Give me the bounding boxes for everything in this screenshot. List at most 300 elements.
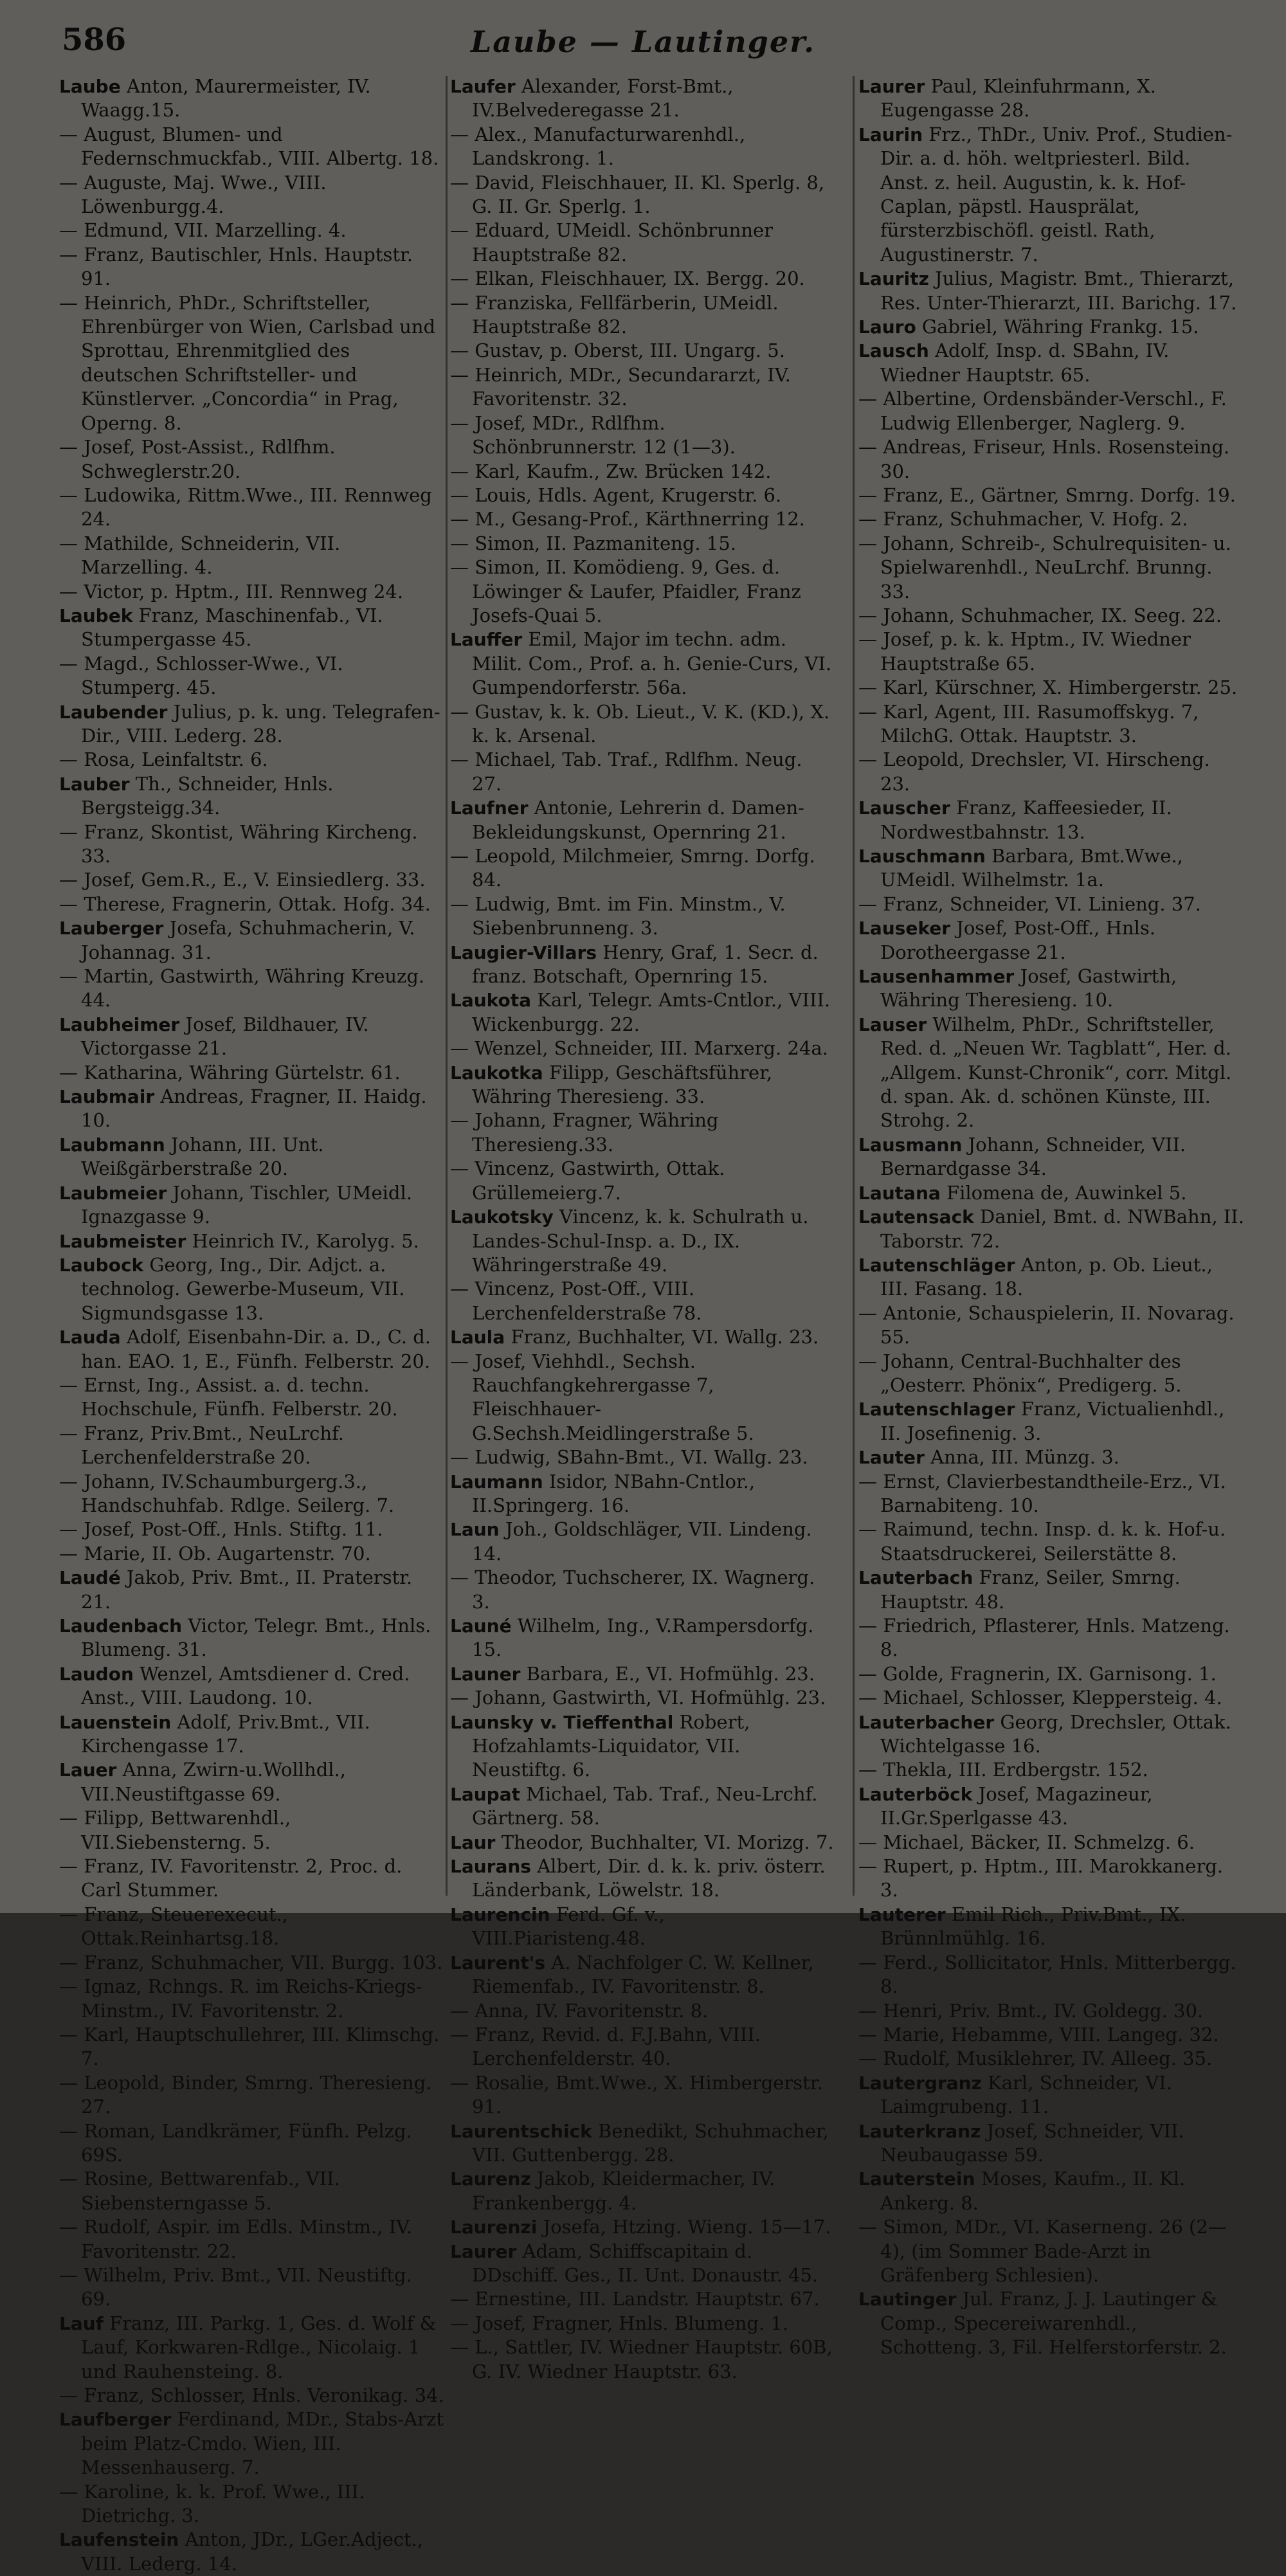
entry-text: Th., Schneider, Hnls. Bergsteigg.34. <box>81 772 334 819</box>
entry-text: — Rupert, p. Hptm., III. Marokkanerg. 3. <box>858 1855 1224 1901</box>
directory-entry <box>59 868 445 892</box>
entry-text: — Franz, Steuerexecut., Ottak.Reinhartsg.18. <box>59 1903 288 1950</box>
entry-text: — Heinrich, MDr., Secundararzt, IV. Favoritenstr. 32. <box>450 363 791 410</box>
directory-entry <box>450 171 836 219</box>
directory-entry <box>450 796 836 844</box>
directory-entry <box>450 1903 836 1951</box>
entry-text: — Josef, p. k. k. Hptm., IV. Wiedner Hauptstraße 65. <box>858 628 1191 675</box>
entry-surname: Laubmeister <box>59 1230 186 1252</box>
entry-text: — Edmund, VII. Marzelling. 4. <box>59 219 347 242</box>
entry-text: — Andreas, Friseur, Hnls. Rosensteing. 30. <box>858 436 1230 482</box>
directory-entry <box>858 1999 1244 2023</box>
directory-entry <box>858 628 1244 676</box>
entry-text: Barbara, E., VI. Hofmühlg. 23. <box>520 1662 815 1685</box>
entry-text: Gabriel, Währing Frankg. 15. <box>916 316 1199 338</box>
directory-entry <box>450 941 836 989</box>
entry-surname: Laur <box>450 1831 496 1853</box>
entry-text: Anna, III. Münzg. 3. <box>924 1446 1119 1469</box>
entry-text: — Marie, II. Ob. Augartenstr. 70. <box>59 1542 371 1565</box>
entry-text: — Franz, IV. Favoritenstr. 2, Proc. d. Carl Stummer. <box>59 1855 403 1901</box>
directory-entry <box>59 1662 445 1710</box>
directory-entry <box>450 1205 836 1277</box>
directory-entry <box>59 1325 445 1374</box>
entry-text: — Henri, Priv. Bmt., IV. Goldegg. 30. <box>858 1999 1204 2022</box>
directory-entry <box>450 2119 836 2168</box>
entry-text: — Simon, II. Komödieng. 9, Ges. d. Löwinger & Laufer, Pfaidler, Franz Josefs-Quai 5. <box>450 556 801 626</box>
entry-text: — Franz, Schneider, VI. Linieng. 37. <box>858 893 1201 915</box>
entry-text: Ferdinand, MDr., Stabs-Arzt beim Platz-Cmdo. Wien, III. Messenhauserg. 7. <box>81 2408 444 2479</box>
entry-surname: Laurer <box>858 76 925 97</box>
entry-text: — Roman, Landkrämer, Fünfh. Pelzg. 69S. <box>59 2119 412 2166</box>
directory-entry <box>858 2071 1244 2119</box>
directory-entry <box>450 2312 836 2336</box>
entry-text: Josef, Magazineur, II.Gr.Sperlgasse 43. <box>880 1782 1153 1829</box>
entry-text: — Marie, Hebamme, VIII. Langeg. 32. <box>858 2023 1219 2045</box>
entry-surname: Lautana <box>858 1182 941 1204</box>
entry-text: — Franziska, Fellfärberin, UMeidl. Hauptstraße 82. <box>450 291 779 338</box>
directory-entry <box>450 1518 836 1566</box>
entry-surname: Laula <box>450 1327 505 1348</box>
directory-entry <box>858 1205 1244 1253</box>
directory-entry <box>59 1710 445 1759</box>
entry-text: Anton, p. Ob. Lieut., III. Fasang. 18. <box>880 1253 1213 1300</box>
directory-entry <box>450 75 836 123</box>
entry-text: — Rudolf, Musiklehrer, IV. Alleeg. 35. <box>858 2047 1213 2070</box>
entry-surname: Lautergranz <box>858 2072 982 2094</box>
entry-text: — Karl, Kaufm., Zw. Brücken 142. <box>450 460 772 482</box>
entry-text: — Ernst, Clavierbestandtheile-Erz., VI. Barnabiteng. 10. <box>858 1470 1226 1516</box>
directory-entry <box>858 965 1244 1013</box>
entry-surname: Lauf <box>59 2312 104 2334</box>
entry-surname: Lauterbacher <box>858 1711 995 1733</box>
directory-entry <box>59 580 445 604</box>
entry-text: — Simon, II. Pazmaniteng. 15. <box>450 532 736 554</box>
entry-text: Georg, Drechsler, Ottak. Wichtelgasse 16. <box>880 1710 1231 1757</box>
directory-entry <box>450 1037 836 1060</box>
entry-text: Henry, Graf, 1. Secr. d. franz. Botschaft, Opernring 15. <box>472 941 819 988</box>
directory-entry <box>858 532 1244 604</box>
entry-text: — Friedrich, Pflasterer, Hnls. Matzeng. 8. <box>858 1615 1230 1661</box>
entry-text: Joh., Goldschläger, VII. Lindeng. 14. <box>472 1518 812 1565</box>
directory-entry <box>59 1614 445 1662</box>
entry-text: — Simon, MDr., VI. Kaserneng. 26 (2—4), (im Sommer Bade-Arzt in Gräfenberg Schlesien). <box>858 2216 1227 2286</box>
directory-entry <box>59 1422 445 1470</box>
entry-text: — Michael, Bäcker, II. Schmelzg. 6. <box>858 1831 1195 1853</box>
directory-entry <box>450 1855 836 1903</box>
entry-surname: Laudenbach <box>59 1615 183 1637</box>
directory-entry <box>858 1686 1244 1710</box>
entry-surname: Lauda <box>59 1327 121 1348</box>
entry-surname: Laun <box>450 1519 500 1541</box>
entry-surname: Laubheimer <box>59 1013 180 1035</box>
entry-text: Filipp, Geschäftsführer, Währing Theresieng. 33. <box>472 1061 773 1108</box>
directory-entry <box>450 2071 836 2119</box>
entry-text: — Franz, Bautischler, Hnls. Hauptstr. 91. <box>59 243 413 290</box>
entry-text: — Franz, Schlosser, Hnls. Veronikag. 34. <box>59 2384 444 2406</box>
directory-entry <box>59 772 445 821</box>
entry-text: Adolf, Priv.Bmt., VII. Kirchengasse 17. <box>81 1710 370 1757</box>
entry-surname: Laupat <box>450 1783 520 1805</box>
entry-text: — Rosalie, Bmt.Wwe., X. Himbergerstr. 91. <box>450 2071 823 2118</box>
entry-surname: Lauter <box>858 1447 925 1469</box>
entry-surname: Laurenz <box>450 2168 531 2190</box>
entry-text: — Franz, Skontist, Währing Kircheng. 33. <box>59 821 418 867</box>
entry-text: — Leopold, Drechsler, VI. Hirscheng. 23. <box>858 748 1210 795</box>
directory-entry <box>450 556 836 628</box>
entry-surname: Lauser <box>858 1013 927 1035</box>
entry-surname: Laubmair <box>59 1086 155 1108</box>
directory-entry <box>59 532 445 580</box>
directory-entry <box>858 1951 1244 1999</box>
directory-entry <box>858 1253 1244 1302</box>
directory-entry <box>59 123 445 171</box>
entry-surname: Lausenhammer <box>858 966 1015 988</box>
entry-text: Emil, Major im techn. adm. Milit. Com., Prof. a. h. Genie-Curs, VI. Gumpendorferstr. 56a. <box>472 628 832 699</box>
entry-text: — Franz, Revid. d. F.J.Bahn, VIII. Lerchenfelderstr. 40. <box>450 2023 761 2070</box>
entry-text: Adam, Schiffscapitain d. DDschiff. Ges., II. Unt. Donaustr. 45. <box>472 2240 819 2286</box>
entry-text: — August, Blumen- und Federnschmuckfab., VIII. Albertg. 18. <box>59 123 439 170</box>
entry-surname: Lauterkranz <box>858 2120 981 2142</box>
directory-entry <box>858 844 1244 893</box>
entry-text: — Josef, Viehhdl., Sechsh. Rauchfangkehrergasse 7, Fleischhauer-G.Sechsh.Meidlingerstraße 5. <box>450 1350 754 1444</box>
directory-entry <box>450 291 836 340</box>
entry-text: — Karl, Hauptschullehrer, III. Klimschg. 7. <box>59 2023 440 2070</box>
directory-entry <box>858 507 1244 531</box>
directory-entry <box>59 821 445 869</box>
entry-surname: Launsky v. Tieffenthal <box>450 1711 674 1733</box>
directory-entry <box>858 435 1244 484</box>
directory-entry <box>450 1061 836 1109</box>
entry-surname: Lauenstein <box>59 1711 172 1733</box>
entry-text: — Johann, Schuhmacher, IX. Seeg. 22. <box>858 604 1222 626</box>
entry-surname: Lauterstein <box>858 2168 975 2190</box>
directory-entry <box>450 1109 836 1157</box>
entry-surname: Laufenstein <box>59 2529 179 2551</box>
entry-text: Moses, Kaufm., II. Kl. Ankerg. 8. <box>880 2168 1186 2214</box>
entry-surname: Laugier-Villars <box>450 941 597 963</box>
entry-text: Georg, Ing., Dir. Adjct. a. technolog. Gewerbe-Museum, VII. Sigmundsgasse 13. <box>81 1253 405 1324</box>
page-header <box>0 19 1286 64</box>
directory-entry <box>59 484 445 532</box>
entry-surname: Lautinger <box>858 2289 957 2310</box>
directory-entry <box>450 628 836 700</box>
directory-entry <box>59 1133 445 1181</box>
entry-text: — Katharina, Währing Gürtelstr. 61. <box>59 1061 401 1084</box>
entry-text: Michael, Tab. Traf., Neu-Lrchf. Gärtnerg. 58. <box>472 1782 818 1829</box>
entry-text: Albert, Dir. d. k. k. priv. österr. Länderbank, Löwelstr. 18. <box>472 1855 826 1901</box>
directory-entry <box>59 2071 445 2119</box>
entry-text: Johann, III. Unt. Weißgärberstraße 20. <box>81 1133 324 1180</box>
entry-text: Emil Rich., Priv.Bmt., IX. Brünnlmühlg. 16. <box>880 1903 1186 1950</box>
entry-surname: Laubmann <box>59 1134 165 1156</box>
directory-entry <box>858 1903 1244 1951</box>
directory-entry <box>450 2167 836 2215</box>
entry-text: — Josef, MDr., Rdlfhm. Schönbrunnerstr. 12 (1—3). <box>450 412 736 458</box>
column-rule <box>853 76 855 1896</box>
entry-text: Julius, p. k. ung. Telegrafen-Dir., VIII. Lederg. 28. <box>81 700 440 747</box>
entry-text: — Antonie, Schauspielerin, II. Novarag. 55. <box>858 1302 1235 1348</box>
entry-text: Anna, Zwirn-u.Wollhdl., VII.Neustiftgasse 69. <box>81 1759 346 1805</box>
entry-text: — Karoline, k. k. Prof. Wwe., III. Dietrichg. 3. <box>59 2480 365 2527</box>
entry-text: Vincenz, k. k. Schulrath u. Landes-Schul-Insp. a. D., IX. Währingerstraße 49. <box>472 1206 809 1276</box>
directory-entry <box>450 2023 836 2071</box>
entry-text: Adolf, Eisenbahn-Dir. a. D., C. d. han. EAO. 1, E., Fünfh. Felberstr. 20. <box>81 1326 431 1372</box>
directory-entry <box>858 676 1244 700</box>
entry-text: Frz., ThDr., Univ. Prof., Studien-Dir. a. d. höh. weltpriesterl. Bild. Anst. z. heil. Augustin, k. k. Hof-Caplan, päpstl. Hausprälat, fürsterzbischöfl. geistl. Rath, Augustinerstr. 7. <box>880 123 1233 266</box>
directory-entry <box>858 893 1244 916</box>
directory-entry <box>450 844 836 893</box>
entry-text: Josefa, Schuhmacherin, V. Johannag. 31. <box>81 917 415 963</box>
directory-entry <box>59 700 445 748</box>
entry-text: — Heinrich, PhDr., Schriftsteller, Ehrenbürger von Wien, Carlsbad und Sprottau, Ehrenmitglied des deutschen Schriftsteller- und Künstlerver. „Concordia“ in Prag, Operng. 8. <box>59 291 436 434</box>
entry-text: Benedikt, Schuhmacher, VII. Guttenbergg. 28. <box>472 2119 829 2166</box>
entry-text: — L., Sattler, IV. Wiedner Hauptstr. 60B, G. IV. Wiedner Hauptstr. 63. <box>450 2336 833 2382</box>
entry-text: Ferd. Gf. v., VIII.Piaristeng.48. <box>472 1903 665 1950</box>
entry-surname: Laubender <box>59 701 168 723</box>
entry-text: — Michael, Tab. Traf., Rdlfhm. Neug. 27. <box>450 748 802 795</box>
entry-surname: Laubock <box>59 1254 144 1276</box>
entry-text: — Ludwig, SBahn-Bmt., VI. Wallg. 23. <box>450 1446 808 1469</box>
directory-entry <box>858 1518 1244 1566</box>
entry-text: — Franz, Priv.Bmt., NeuLrchf. Lerchenfelderstraße 20. <box>59 1422 344 1469</box>
directory-entry <box>858 387 1244 435</box>
directory-entry <box>450 123 836 171</box>
entry-text: — Eduard, UMeidl. Schönbrunner Hauptstraße 82. <box>450 219 774 266</box>
page-number: 586 <box>62 22 127 58</box>
entry-surname: Lautenschlager <box>858 1399 1015 1420</box>
directory-entry <box>858 1710 1244 1759</box>
entry-text: — Franz, Schuhmacher, VII. Burgg. 103. <box>59 1951 443 1973</box>
entry-surname: Laukota <box>450 990 532 1011</box>
directory-entry <box>450 2215 836 2239</box>
directory-entry <box>59 965 445 1013</box>
directory-entry <box>450 1662 836 1686</box>
entry-text: Filomena de, Auwinkel 5. <box>940 1181 1187 1204</box>
entry-text: — Martin, Gastwirth, Währing Kreuzg. 44. <box>59 965 425 1011</box>
directory-entry <box>59 2263 445 2312</box>
entry-text: — Alex., Manufacturwarenhdl., Landskrong. 1. <box>450 123 746 170</box>
directory-entry <box>450 2240 836 2288</box>
directory-entry <box>450 219 836 267</box>
directory-entry <box>59 1518 445 1541</box>
directory-entry <box>858 1758 1244 1782</box>
directory-entry <box>858 1831 1244 1855</box>
directory-entry <box>858 1013 1244 1133</box>
directory-entry <box>858 2287 1244 2359</box>
directory-entry <box>858 1782 1244 1831</box>
entry-text: — Mathilde, Schneiderin, VII. Marzelling. 4. <box>59 532 341 579</box>
entry-text: — Theodor, Tuchscherer, IX. Wagnerg. 3. <box>450 1566 815 1613</box>
entry-text: — David, Fleischhauer, II. Kl. Sperlg. 8, G. II. Gr. Sperlg. 1. <box>450 171 825 218</box>
directory-entry <box>450 339 836 363</box>
entry-text: Anton, Maurermeister, IV. Waagg.15. <box>81 75 371 122</box>
entry-text: Johann, Tischler, UMeidl. Ignazgasse 9. <box>81 1181 412 1228</box>
entry-text: — Leopold, Milchmeier, Smrng. Dorfg. 84. <box>450 845 815 891</box>
entry-surname: Laufberger <box>59 2409 172 2431</box>
directory-entry <box>59 1566 445 1614</box>
directory-entry <box>858 2167 1244 2215</box>
directory-entry <box>858 484 1244 507</box>
directory-entry <box>59 1374 445 1422</box>
entry-text: — M., Gesang-Prof., Kärthnerring 12. <box>450 508 805 531</box>
directory-entry <box>59 748 445 772</box>
directory-entry <box>59 2119 445 2168</box>
entry-surname: Lauseker <box>858 918 950 939</box>
directory-entry <box>59 1470 445 1518</box>
entry-text: — Michael, Schlosser, Kleppersteig. 4. <box>858 1687 1222 1709</box>
directory-entry <box>59 1903 445 1951</box>
directory-entry <box>858 1662 1244 1686</box>
entry-text: — Vincenz, Gastwirth, Ottak. Grüllemeierg.7. <box>450 1157 725 1204</box>
entry-text: — Elkan, Fleischhauer, IX. Bergg. 20. <box>450 268 805 290</box>
entry-text: Daniel, Bmt. d. NWBahn, II. Taborstr. 72. <box>880 1206 1244 1252</box>
directory-entry <box>59 75 445 123</box>
directory-entry <box>858 267 1244 315</box>
entry-surname: Laubmeier <box>59 1182 167 1204</box>
entry-text: Josef, Bildhauer, IV. Victorgasse 21. <box>81 1013 369 1060</box>
directory-entry <box>858 796 1244 844</box>
directory-entry <box>450 1710 836 1782</box>
entry-surname: Laurent's <box>450 1952 546 1973</box>
entry-text: Heinrich IV., Karolyg. 5. <box>186 1229 419 1252</box>
directory-entry <box>858 1614 1244 1662</box>
directory-entry <box>450 1277 836 1325</box>
directory-entry <box>858 1566 1244 1614</box>
directory-entry <box>858 1446 1244 1469</box>
entry-surname: Lautenschläger <box>858 1254 1015 1276</box>
entry-text: — Josef, Post-Assist., Rdlfhm. Schweglerstr.20. <box>59 436 336 482</box>
entry-text: Josef, Post-Off., Hnls. Dorotheergasse 21. <box>880 917 1155 963</box>
entry-text: — Johann, IV.Schaumburgerg.3., Handschuhfab. Rdlge. Seilerg. 7. <box>59 1470 395 1516</box>
entry-surname: Lauer <box>59 1759 117 1781</box>
directory-entry <box>858 315 1244 339</box>
entry-text: Julius, Magistr. Bmt., Thierarzt, Res. Unter-Thierarzt, III. Barichg. 17. <box>880 268 1237 314</box>
directory-entry <box>858 1855 1244 1903</box>
directory-entry <box>858 339 1244 387</box>
entry-text: — Raimund, techn. Insp. d. k. k. Hof-u. Staatsdruckerei, Seilerstätte 8. <box>858 1518 1226 1565</box>
directory-entry <box>858 1350 1244 1398</box>
directory-entry <box>59 243 445 291</box>
directory-entry <box>450 532 836 556</box>
entry-text: Jakob, Priv. Bmt., II. Praterstr. 21. <box>81 1566 413 1613</box>
entry-text: — Johann, Schreib-, Schulrequisiten- u. Spielwarenhdl., NeuLrchf. Brunng. 33. <box>858 532 1231 603</box>
entry-text: Isidor, NBahn-Cntlor., II.Springerg. 16. <box>472 1470 756 1516</box>
entry-text: Alexander, Forst-Bmt., IV.Belvederegasse 21. <box>472 75 734 122</box>
entry-text: Franz, Buchhalter, VI. Wallg. 23. <box>505 1326 819 1348</box>
directory-entry <box>450 267 836 291</box>
directory-entry <box>59 1229 445 1253</box>
entry-text: — Anna, IV. Favoritenstr. 8. <box>450 1999 709 2022</box>
directory-entry <box>59 893 445 916</box>
entry-surname: Laube <box>59 76 121 97</box>
entry-text: — Wilhelm, Priv. Bmt., VII. Neustiftg. 69. <box>59 2263 412 2310</box>
entry-text: Wilhelm, Ing., V.Rampersdorfg. 15. <box>472 1615 814 1661</box>
entry-surname: Lauscher <box>858 797 950 819</box>
entry-text: Robert, Hofzahlamts-Liquidator, VII. Neustiftg. 6. <box>472 1710 750 1781</box>
entry-text: Antonie, Lehrerin d. Damen-Bekleidungskunst, Opernring 21. <box>472 797 804 843</box>
directory-entry <box>450 1831 836 1855</box>
directory-entry <box>858 1302 1244 1350</box>
directory-entry <box>59 2384 445 2408</box>
entry-text: — Gustav, k. k. Ob. Lieut., V. K. (KD.), X. k. k. Arsenal. <box>450 700 830 747</box>
directory-entry <box>59 1975 445 2023</box>
directory-entry <box>858 2119 1244 2168</box>
entry-text: — Johann, Central-Buchhalter des „Oesterr. Phönix“, Predigerg. 5. <box>858 1350 1182 1396</box>
directory-entry <box>450 460 836 484</box>
directory-column-3 <box>858 75 1244 2359</box>
directory-entry <box>450 507 836 531</box>
entry-text: — Vincenz, Post-Off., VIII. Lerchenfelderstraße 78. <box>450 1278 702 1324</box>
entry-text: Jakob, Kleidermacher, IV. Frankenbergg. 4. <box>472 2168 775 2214</box>
entry-surname: Laudé <box>59 1567 121 1589</box>
running-head: Laube — Lautinger. <box>470 24 816 59</box>
entry-text: Franz, Maschinenfab., VI. Stumpergasse 45. <box>81 604 383 651</box>
entry-text: Andreas, Fragner, II. Haidg. 10. <box>81 1085 427 1132</box>
entry-text: — Josef, Gem.R., E., V. Einsiedlerg. 33. <box>59 869 426 891</box>
entry-text: — Albertine, Ordensbänder-Verschl., F. Ludwig Ellenberger, Naglerg. 9. <box>858 388 1227 434</box>
directory-entry <box>59 1806 445 1855</box>
directory-entry <box>450 1470 836 1518</box>
entry-text: — Gustav, p. Oberst, III. Ungarg. 5. <box>450 340 785 362</box>
directory-entry <box>858 1133 1244 1181</box>
entry-text: A. Nachfolger C. W. Kellner, Riemenfab., IV. Favoritenstr. 8. <box>472 1951 814 1998</box>
directory-entry <box>450 1157 836 1205</box>
entry-text: — Ignaz, Rchngs. R. im Reichs-Kriegs-Minstm., IV. Favoritenstr. 2. <box>59 1975 422 2022</box>
entry-text: — Golde, Fragnerin, IX. Garnisong. 1. <box>858 1662 1217 1685</box>
directory-entry <box>858 2023 1244 2047</box>
directory-entry <box>450 700 836 748</box>
entry-text: — Franz, E., Gärtner, Smrng. Dorfg. 19. <box>858 484 1236 506</box>
directory-entry <box>858 2215 1244 2287</box>
entry-text: — Ernestine, III. Landstr. Hauptstr. 67. <box>450 2288 820 2310</box>
directory-entry <box>450 2336 836 2384</box>
directory-entry <box>858 1470 1244 1518</box>
entry-surname: Lauterböck <box>858 1783 973 1805</box>
directory-entry <box>59 604 445 652</box>
entry-text: — Auguste, Maj. Wwe., VIII. Löwenburgg.4. <box>59 171 327 218</box>
entry-surname: Launer <box>450 1663 521 1685</box>
entry-surname: Lautensack <box>858 1206 974 1228</box>
entry-surname: Laubek <box>59 604 133 626</box>
directory-entry <box>59 652 445 700</box>
directory-entry <box>59 2408 445 2480</box>
entry-text: — Ernst, Ing., Assist. a. d. techn. Hochschule, Fünfh. Felberstr. 20. <box>59 1374 398 1420</box>
entry-text: Wilhelm, PhDr., Schriftsteller, Red. d. „Neuen Wr. Tagblatt“, Her. d. „Allgem. Kunst-Chronik“, corr. Mitgl. d. span. Ak. d. schönen Künste, III. Strohg. 2. <box>880 1013 1232 1132</box>
entry-text: — Josef, Fragner, Hnls. Blumeng. 1. <box>450 2312 789 2334</box>
entry-text: Jul. Franz, J. J. Lautinger & Comp., Specereiwarenhdl., Schotteng. 3, Fil. Helferstorferstr. 2. <box>880 2288 1227 2359</box>
entry-surname: Lausmann <box>858 1134 963 1156</box>
entry-text: Johann, Schneider, VII. Bernardgasse 34. <box>880 1133 1186 1180</box>
entry-surname: Laukotsky <box>450 1206 554 1228</box>
directory-entry <box>858 123 1244 267</box>
directory-entry <box>450 1325 836 1349</box>
directory-entry <box>59 1013 445 1061</box>
entry-surname: Laurin <box>858 123 923 145</box>
directory-entry <box>59 1061 445 1085</box>
directory-entry <box>59 916 445 965</box>
directory-entry <box>59 1085 445 1133</box>
entry-text: — Victor, p. Hptm., III. Rennweg 24. <box>59 580 404 603</box>
directory-entry <box>450 1350 836 1446</box>
directory-entry <box>450 1686 836 1710</box>
entry-text: — Karl, Agent, III. Rasumoffskyg. 7, MilchG. Ottak. Hauptstr. 3. <box>858 700 1199 747</box>
directory-entry <box>858 604 1244 628</box>
directory-entry <box>450 363 836 412</box>
entry-text: Adolf, Insp. d. SBahn, IV. Wiedner Hauptstr. 65. <box>880 340 1170 386</box>
directory-entry <box>59 435 445 484</box>
entry-text: — Karl, Kürschner, X. Himbergerstr. 25. <box>858 676 1238 699</box>
directory-entry <box>858 916 1244 965</box>
